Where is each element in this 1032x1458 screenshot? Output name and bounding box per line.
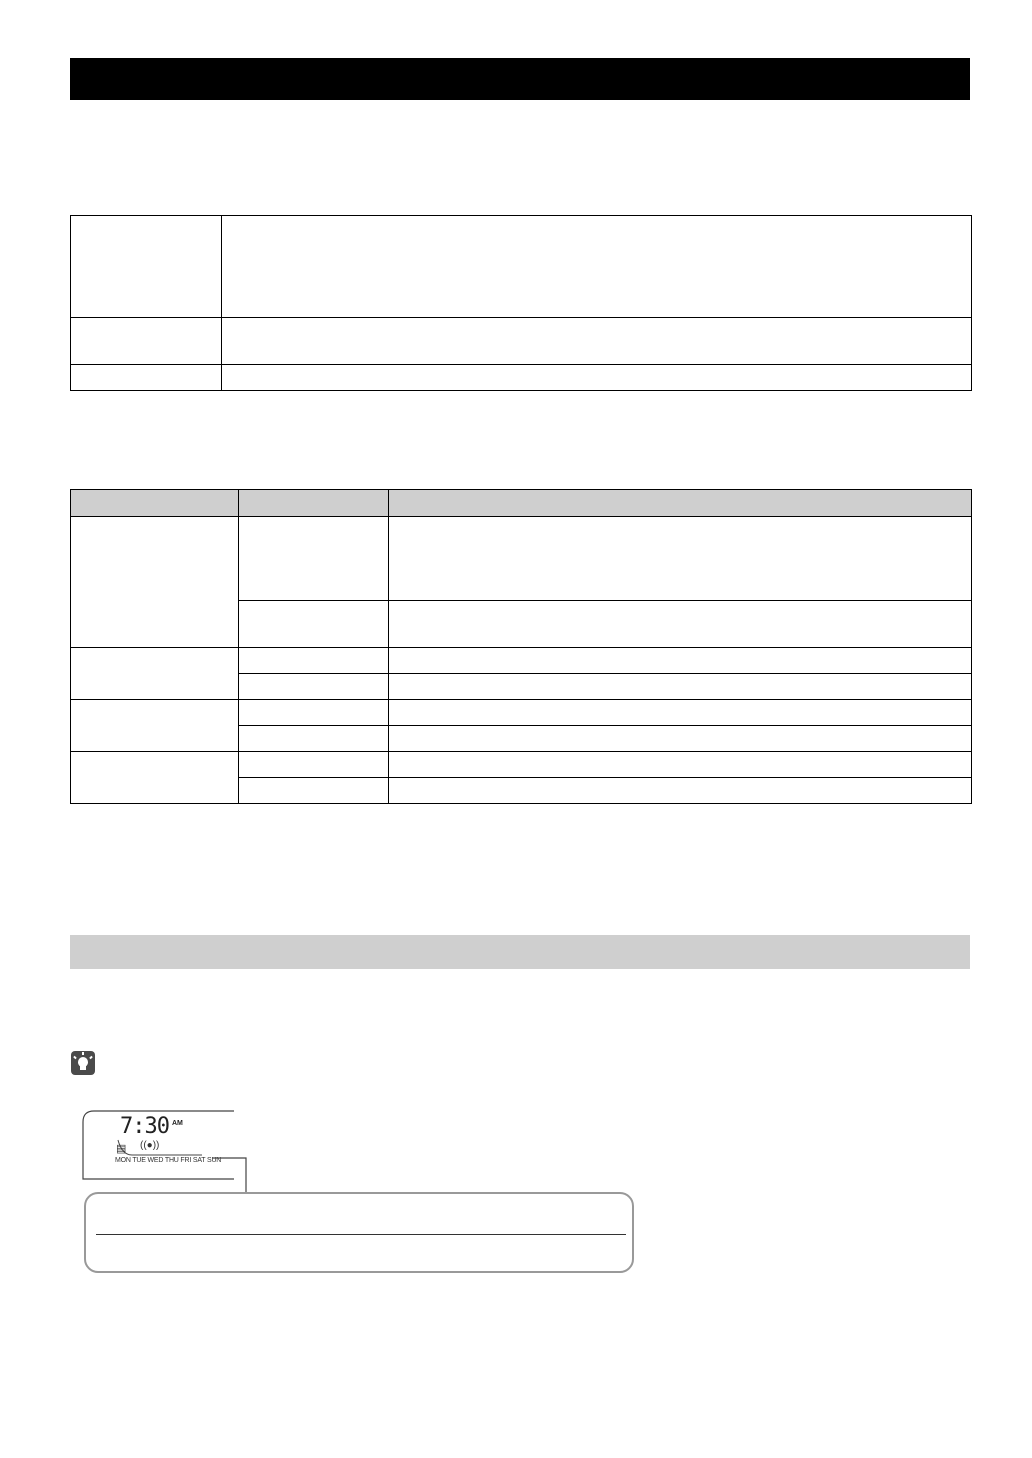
table-cell <box>239 778 389 804</box>
table-cell <box>222 318 972 365</box>
callout-leader-line <box>210 1155 250 1195</box>
table-cell <box>389 726 972 752</box>
table-cell <box>389 700 972 726</box>
table-row <box>71 752 972 778</box>
table-cell <box>239 601 389 648</box>
section-header-bar <box>70 935 970 969</box>
table-cell <box>239 674 389 700</box>
table-cell <box>222 216 972 318</box>
table-cell <box>389 648 972 674</box>
table-cell <box>239 726 389 752</box>
table-row <box>71 318 972 365</box>
table-cell <box>71 216 222 318</box>
alarm-sound-icon: ((●)) <box>140 1140 160 1151</box>
table-header-cell <box>389 490 972 517</box>
table-cell <box>71 752 239 804</box>
table-cell <box>239 752 389 778</box>
lcd-day: SUN <box>206 1157 222 1164</box>
table-cell <box>71 318 222 365</box>
page-header-bar <box>70 58 970 100</box>
lcd-time: 7:30 <box>120 1114 169 1139</box>
table-cell <box>389 517 972 601</box>
lcd-day: WED <box>147 1157 164 1164</box>
lcd-ampm: AM <box>172 1120 183 1127</box>
phone-icon: ▤ <box>116 1143 127 1155</box>
table-row <box>71 700 972 726</box>
table-cell <box>239 700 389 726</box>
table-cell <box>71 365 222 391</box>
table-cell <box>71 700 239 752</box>
lcd-day: TUE <box>132 1157 146 1164</box>
table-row <box>71 365 972 391</box>
lcd-day: SAT <box>192 1157 206 1164</box>
table-cell <box>239 648 389 674</box>
table-row <box>71 517 972 601</box>
callout-divider <box>96 1234 626 1235</box>
table-row <box>71 648 972 674</box>
info-table <box>70 215 972 391</box>
table-cell <box>389 778 972 804</box>
table-row <box>71 216 972 318</box>
table-cell <box>239 517 389 601</box>
table-cell <box>389 752 972 778</box>
callout-box <box>84 1192 634 1273</box>
table-cell <box>71 517 239 648</box>
table-cell <box>389 601 972 648</box>
table-header-cell <box>239 490 389 517</box>
table-cell <box>389 674 972 700</box>
lightbulb-icon <box>71 1051 95 1075</box>
lcd-day: MON <box>115 1157 131 1164</box>
table-cell <box>71 648 239 700</box>
table-header-row <box>71 490 972 517</box>
lcd-day: FRI <box>180 1157 192 1164</box>
table-header-cell <box>71 490 239 517</box>
lcd-day: THU <box>164 1157 179 1164</box>
settings-table <box>70 489 972 804</box>
table-cell <box>222 365 972 391</box>
